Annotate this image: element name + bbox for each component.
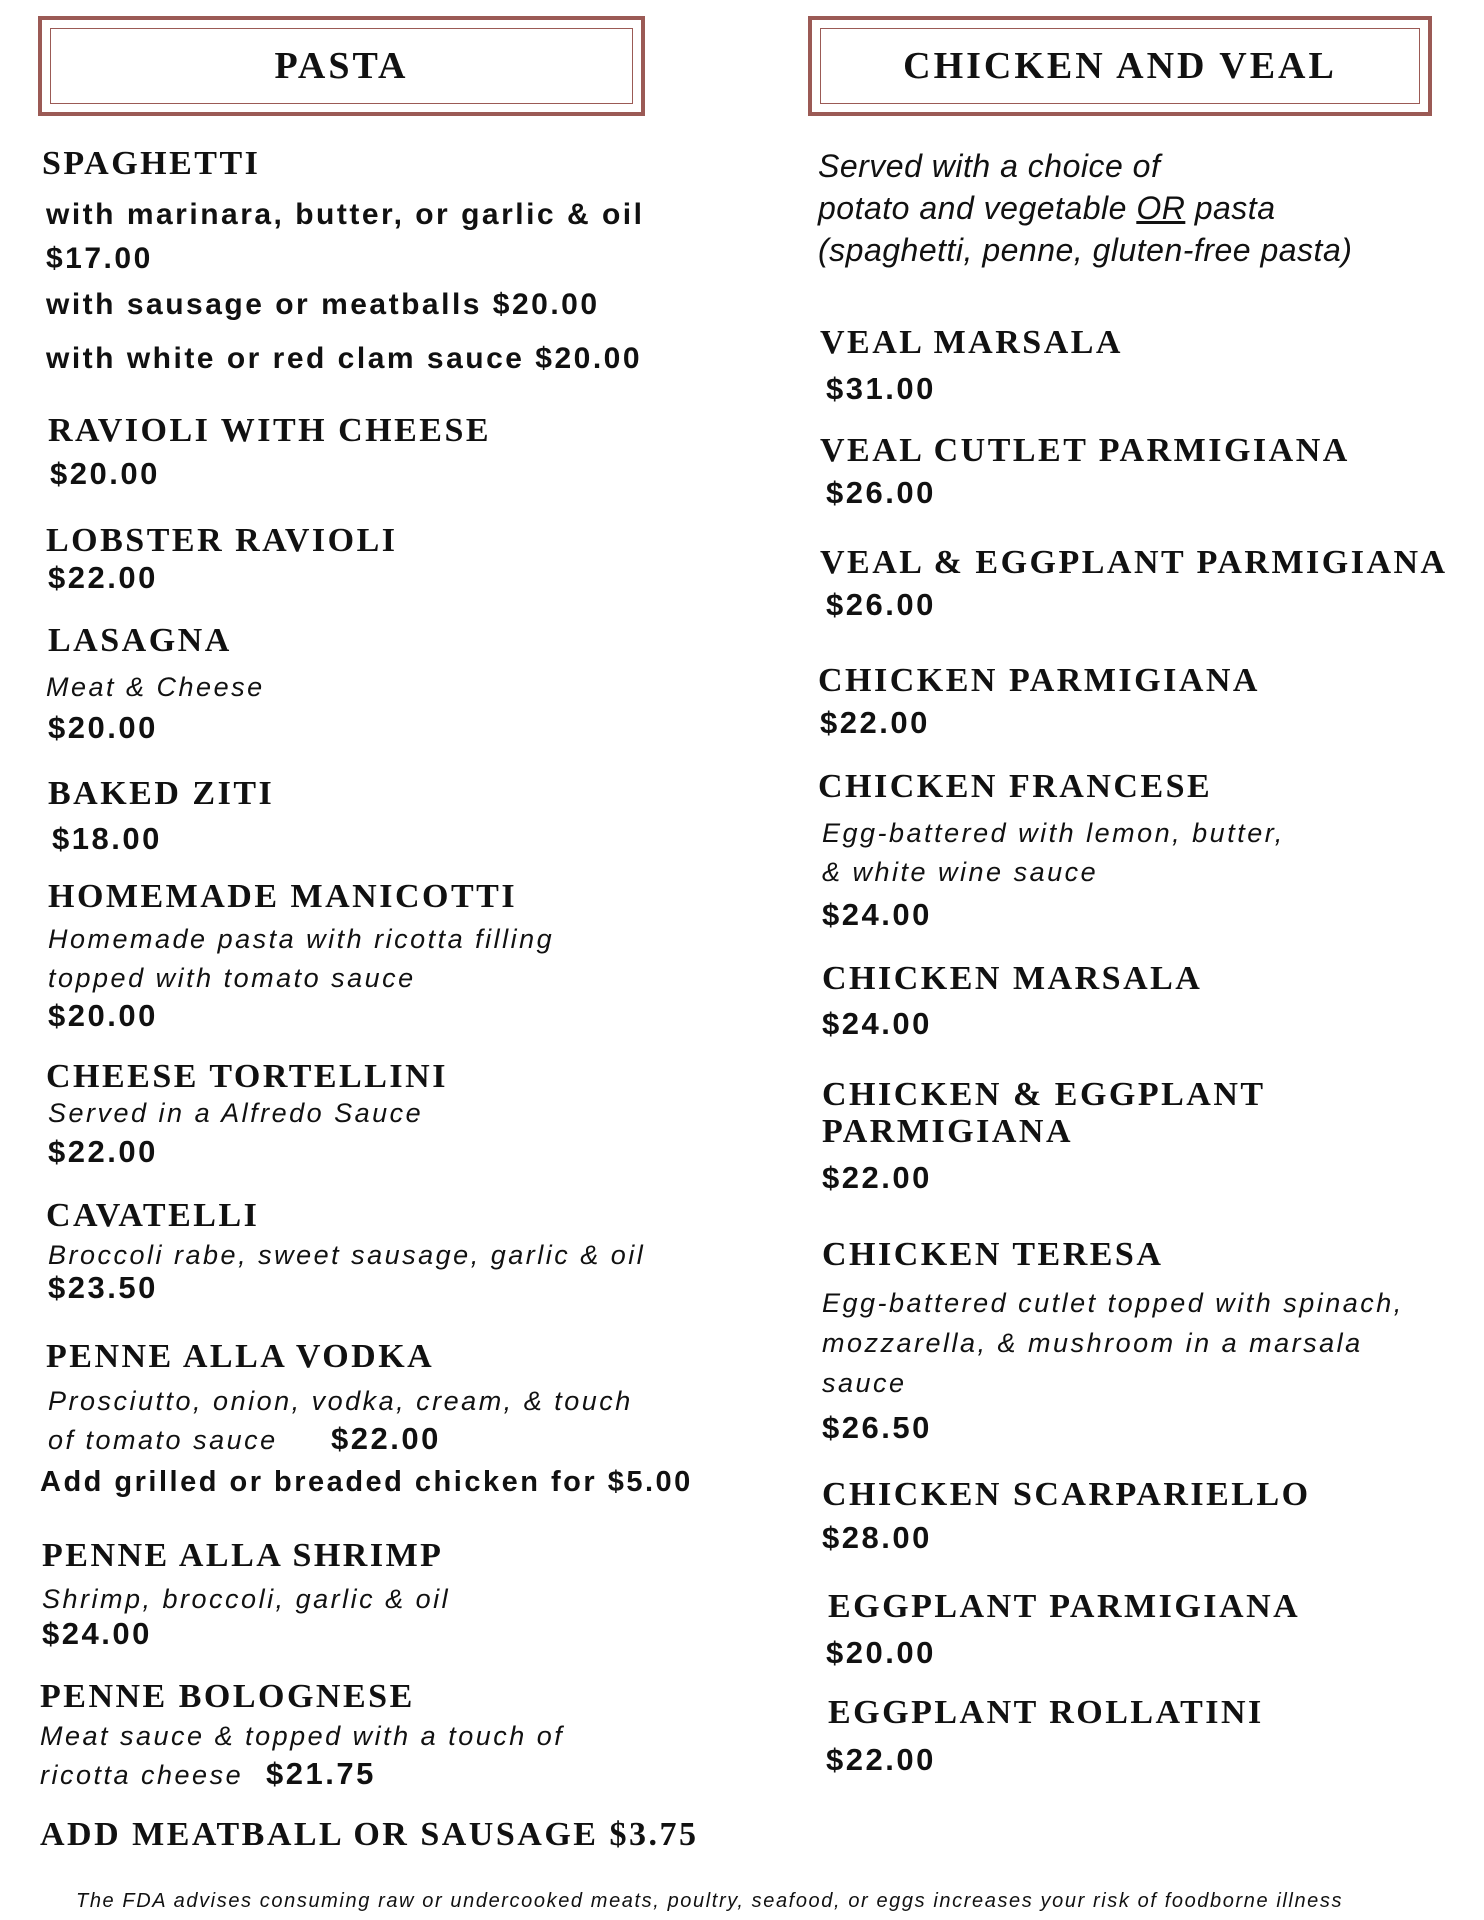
chicken-marsala-name: CHICKEN MARSALA [822, 960, 1203, 997]
penne-vodka-desc-line-2: of tomato sauce [48, 1425, 278, 1455]
manicotti-name: HOMEMADE MANICOTTI [48, 878, 518, 915]
penne-vodka-name: PENNE ALLA VODKA [46, 1338, 435, 1375]
lasagna-name: LASAGNA [48, 622, 232, 659]
eggplant-rollatini-name: EGGPLANT ROLLATINI [828, 1694, 1264, 1731]
intro-line-3: (spaghetti, penne, gluten-free pasta) [818, 232, 1353, 268]
veal-cutlet-price: $26.00 [826, 475, 936, 510]
fda-disclaimer: The FDA advises consuming raw or undercooked meats, poultry, seafood, or eggs increases your risk of foodborne illness [76, 1890, 1344, 1912]
chicken-veal-header-box [808, 16, 1432, 116]
penne-shrimp-price: $24.00 [42, 1616, 152, 1651]
spaghetti-option-3: with white or red clam sauce $20.00 [46, 342, 643, 375]
veal-eggplant-name: VEAL & EGGPLANT PARMIGIANA [820, 544, 1448, 581]
intro-or-underlined: OR [1136, 190, 1186, 226]
penne-shrimp-name: PENNE ALLA SHRIMP [42, 1537, 444, 1574]
chicken-francese-name: CHICKEN FRANCESE [818, 768, 1213, 805]
veal-marsala-price: $31.00 [826, 371, 936, 406]
chicken-teresa-desc-line-1: Egg-battered cutlet topped with spinach, [822, 1288, 1404, 1318]
ravioli-price: $20.00 [50, 456, 160, 491]
intro-line-2-b: pasta [1185, 190, 1276, 226]
cavatelli-price: $23.50 [48, 1270, 158, 1305]
chicken-veal-header-title: CHICKEN AND VEAL [820, 28, 1420, 104]
cavatelli-name: CAVATELLI [46, 1197, 260, 1234]
spaghetti-option-1-price: $17.00 [46, 242, 153, 275]
chicken-scarpariello-price: $28.00 [822, 1520, 932, 1555]
lobster-ravioli-name: LOBSTER RAVIOLI [46, 522, 398, 559]
tortellini-price: $22.00 [48, 1134, 158, 1169]
chicken-teresa-price: $26.50 [822, 1410, 932, 1445]
chicken-eggplant-name-line-1: CHICKEN & EGGPLANT [822, 1076, 1266, 1113]
cavatelli-desc: Broccoli rabe, sweet sausage, garlic & oil [48, 1240, 646, 1270]
chicken-francese-desc-line-1: Egg-battered with lemon, butter, [822, 818, 1285, 848]
penne-bolognese-price: $21.75 [266, 1756, 376, 1791]
lasagna-desc: Meat & Cheese [46, 672, 265, 702]
spaghetti-name: SPAGHETTI [42, 145, 261, 182]
eggplant-parmigiana-price: $20.00 [826, 1635, 936, 1670]
eggplant-rollatini-price: $22.00 [826, 1742, 936, 1777]
penne-shrimp-desc: Shrimp, broccoli, garlic & oil [42, 1584, 451, 1614]
lobster-ravioli-price: $22.00 [48, 560, 158, 595]
ravioli-name: RAVIOLI WITH CHEESE [48, 412, 492, 449]
add-meatball-sausage: ADD MEATBALL OR SAUSAGE $3.75 [40, 1816, 699, 1853]
chicken-teresa-desc-line-3: sauce [822, 1368, 907, 1398]
chicken-francese-desc-line-2: & white wine sauce [822, 857, 1099, 887]
veal-marsala-name: VEAL MARSALA [820, 324, 1123, 361]
eggplant-parmigiana-name: EGGPLANT PARMIGIANA [828, 1588, 1301, 1625]
chicken-teresa-desc-line-2: mozzarella, & mushroom in a marsala [822, 1328, 1363, 1358]
chicken-eggplant-name-line-2: PARMIGIANA [822, 1113, 1074, 1150]
penne-vodka-desc-line-1: Prosciutto, onion, vodka, cream, & touch [48, 1386, 633, 1416]
penne-vodka-price: $22.00 [331, 1421, 441, 1456]
veal-eggplant-price: $26.00 [826, 587, 936, 622]
chicken-marsala-price: $24.00 [822, 1006, 932, 1041]
penne-bolognese-name: PENNE BOLOGNESE [40, 1678, 415, 1715]
intro-line-1: Served with a choice of [818, 148, 1161, 184]
chicken-francese-price: $24.00 [822, 897, 932, 932]
chicken-eggplant-price: $22.00 [822, 1160, 932, 1195]
manicotti-price: $20.00 [48, 998, 158, 1033]
veal-cutlet-name: VEAL CUTLET PARMIGIANA [820, 432, 1350, 469]
spaghetti-option-2: with sausage or meatballs $20.00 [46, 288, 600, 321]
pasta-header-title: PASTA [50, 28, 633, 104]
intro-line-2 [818, 190, 1275, 227]
tortellini-desc: Served in a Alfredo Sauce [48, 1098, 424, 1128]
baked-ziti-price: $18.00 [52, 821, 162, 856]
pasta-header-box [38, 16, 645, 116]
manicotti-desc-line-1: Homemade pasta with ricotta filling [48, 924, 555, 954]
spaghetti-option-1: with marinara, butter, or garlic & oil [46, 198, 645, 231]
baked-ziti-name: BAKED ZITI [48, 775, 275, 812]
penne-bolognese-desc-line-2: ricotta cheese [40, 1760, 244, 1790]
chicken-scarpariello-name: CHICKEN SCARPARIELLO [822, 1476, 1311, 1513]
chicken-parmigiana-name: CHICKEN PARMIGIANA [818, 662, 1260, 699]
penne-bolognese-desc-line-1: Meat sauce & topped with a touch of [40, 1721, 565, 1751]
tortellini-name: CHEESE TORTELLINI [46, 1058, 448, 1095]
lasagna-price: $20.00 [48, 710, 158, 745]
manicotti-desc-line-2: topped with tomato sauce [48, 963, 416, 993]
penne-vodka-addon: Add grilled or breaded chicken for $5.00 [40, 1466, 693, 1498]
intro-line-2-a: potato and vegetable [818, 190, 1137, 226]
chicken-parmigiana-price: $22.00 [820, 705, 930, 740]
chicken-teresa-name: CHICKEN TERESA [822, 1236, 1164, 1273]
